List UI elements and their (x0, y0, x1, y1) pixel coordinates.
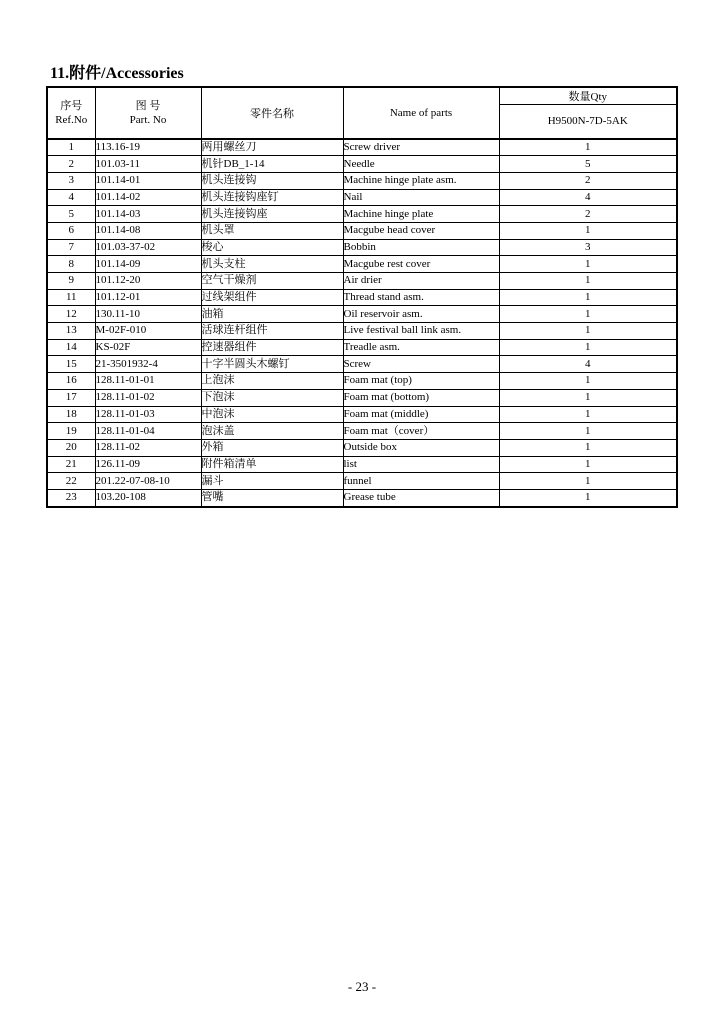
name-cn-cell: 下泡沫 (201, 389, 343, 406)
qty-cell: 1 (499, 473, 677, 490)
qty-cell: 4 (499, 356, 677, 373)
name-cn-cell: 中泡沫 (201, 406, 343, 423)
part-no-cell: 201.22-07-08-10 (95, 473, 201, 490)
ref-no-cell: 7 (47, 239, 95, 256)
part-no-cell: 101.14-08 (95, 222, 201, 239)
table-row (47, 323, 677, 340)
table-row (47, 456, 677, 473)
table-row (47, 423, 677, 440)
name-cn-cell: 管嘴 (201, 489, 343, 506)
name-en-cell: Foam mat (middle) (343, 406, 499, 423)
name-en-cell: Macgube rest cover (343, 256, 499, 273)
name-cn-cell: 机针DB_1-14 (201, 156, 343, 173)
ref-no-cell: 16 (47, 373, 95, 390)
ref-no-header-cn: 序号 (60, 99, 83, 112)
part-no-cell: 126.11-09 (95, 456, 201, 473)
table-row (47, 206, 677, 223)
name-cn-cell: 机头连接钩座 (201, 206, 343, 223)
ref-no-cell: 22 (47, 473, 95, 490)
name-cn-cell: 过线架组件 (201, 289, 343, 306)
name-cn-cell: 机头连接钩座钉 (201, 189, 343, 206)
qty-cell: 1 (499, 256, 677, 273)
name-cn-cell: 活球连杆组件 (201, 323, 343, 340)
name-en-cell: Foam mat (top) (343, 373, 499, 390)
qty-cell: 1 (499, 339, 677, 356)
name-en-cell: Nail (343, 189, 499, 206)
part-no-cell: 101.14-09 (95, 256, 201, 273)
part-no-header-cn: 图 号 (135, 99, 161, 112)
name-en-cell: Grease tube (343, 489, 499, 506)
part-no-cell: 103.20-108 (95, 489, 201, 506)
name-en-cell: Foam mat（cover） (343, 423, 499, 440)
name-en-cell: Screw driver (343, 139, 499, 156)
table-row (47, 389, 677, 406)
qty-cell: 2 (499, 206, 677, 223)
page-number: - 23 - (347, 979, 377, 994)
ref-no-cell: 4 (47, 189, 95, 206)
name-en-cell: Foam mat (bottom) (343, 389, 499, 406)
part-no-cell: 101.03-11 (95, 156, 201, 173)
qty-cell: 2 (499, 172, 677, 189)
name-cn-cell: 控速器组件 (201, 339, 343, 356)
section-title: 11.附件/Accessories (50, 65, 184, 82)
model-header: H9500N-7D-5AK (499, 105, 677, 139)
name-cn-cell: 泡沫盖 (201, 423, 343, 440)
table-row (47, 489, 677, 506)
part-no-cell: 128.11-01-03 (95, 406, 201, 423)
part-no-cell: 101.14-03 (95, 206, 201, 223)
table-row (47, 222, 677, 239)
part-no-header (95, 87, 201, 139)
name-en-cell: Bobbin (343, 239, 499, 256)
ref-no-cell: 18 (47, 406, 95, 423)
qty-cell: 1 (499, 373, 677, 390)
name-en-cell: Thread stand asm. (343, 289, 499, 306)
qty-cell: 1 (499, 306, 677, 323)
part-no-cell: 101.14-02 (95, 189, 201, 206)
table-row (47, 306, 677, 323)
name-cn-cell: 梭心 (201, 239, 343, 256)
ref-no-cell: 1 (47, 139, 95, 156)
part-no-cell: 113.16-19 (95, 139, 201, 156)
name-cn-cell: 十字半圆头木螺钉 (201, 356, 343, 373)
qty-cell: 1 (499, 456, 677, 473)
qty-cell: 3 (499, 239, 677, 256)
ref-no-cell: 2 (47, 156, 95, 173)
qty-cell: 1 (499, 439, 677, 456)
name-en-cell: Live festival ball link asm. (343, 323, 499, 340)
name-en-cell: Machine hinge plate (343, 206, 499, 223)
part-no-cell: 21-3501932-4 (95, 356, 201, 373)
name-en-cell: Macgube head cover (343, 222, 499, 239)
name-cn-cell: 机头罩 (201, 222, 343, 239)
name-en-cell: Oil reservoir asm. (343, 306, 499, 323)
name-en-cell: funnel (343, 473, 499, 490)
part-no-cell: 101.14-01 (95, 172, 201, 189)
part-no-cell: 128.11-01-02 (95, 389, 201, 406)
ref-no-cell: 11 (47, 289, 95, 306)
name-cn-cell: 机头连接钩 (201, 172, 343, 189)
table-row (47, 172, 677, 189)
table-row (47, 139, 677, 156)
name-en-cell: Air drier (343, 273, 499, 290)
ref-no-header-en: Ref.No (55, 113, 88, 126)
name-en-cell: Outside box (343, 439, 499, 456)
name-en-header: Name of parts (343, 87, 499, 139)
table-row (47, 439, 677, 456)
name-cn-cell: 上泡沫 (201, 373, 343, 390)
ref-no-cell: 9 (47, 273, 95, 290)
name-en-cell: Machine hinge plate asm. (343, 172, 499, 189)
ref-no-cell: 14 (47, 339, 95, 356)
name-cn-cell: 油箱 (201, 306, 343, 323)
table-row (47, 373, 677, 390)
table-body (47, 139, 677, 507)
table-row (47, 156, 677, 173)
table-row (47, 289, 677, 306)
qty-cell: 1 (499, 423, 677, 440)
name-cn-cell: 附件箱清单 (201, 456, 343, 473)
ref-no-cell: 3 (47, 172, 95, 189)
part-no-cell: 128.11-02 (95, 439, 201, 456)
table-row (47, 273, 677, 290)
name-en-cell: list (343, 456, 499, 473)
table-row (47, 239, 677, 256)
name-cn-cell: 空气干燥剂 (201, 273, 343, 290)
table-row (47, 406, 677, 423)
part-no-cell: 101.03-37-02 (95, 239, 201, 256)
name-cn-cell: 外箱 (201, 439, 343, 456)
qty-cell: 1 (499, 389, 677, 406)
name-cn-header: 零件名称 (201, 87, 343, 139)
qty-cell: 1 (499, 323, 677, 340)
ref-no-cell: 21 (47, 456, 95, 473)
ref-no-cell: 8 (47, 256, 95, 273)
part-no-cell: 128.11-01-04 (95, 423, 201, 440)
qty-group-header: 数量Qty (499, 87, 677, 105)
qty-cell: 1 (499, 406, 677, 423)
table-row (47, 256, 677, 273)
ref-no-cell: 20 (47, 439, 95, 456)
ref-no-cell: 12 (47, 306, 95, 323)
ref-no-cell: 19 (47, 423, 95, 440)
name-en-cell: Screw (343, 356, 499, 373)
qty-cell: 1 (499, 273, 677, 290)
ref-no-cell: 17 (47, 389, 95, 406)
ref-no-cell: 15 (47, 356, 95, 373)
qty-cell: 5 (499, 156, 677, 173)
name-en-cell: Treadle asm. (343, 339, 499, 356)
table-row (47, 473, 677, 490)
ref-no-header (47, 87, 95, 139)
qty-cell: 1 (499, 139, 677, 156)
name-en-cell: Needle (343, 156, 499, 173)
ref-no-cell: 6 (47, 222, 95, 239)
part-no-cell: 128.11-01-01 (95, 373, 201, 390)
table-header (47, 87, 677, 139)
part-no-cell: 130.11-10 (95, 306, 201, 323)
name-cn-cell: 两用螺丝刀 (201, 139, 343, 156)
table-row (47, 339, 677, 356)
table-row (47, 189, 677, 206)
part-no-cell: 101.12-01 (95, 289, 201, 306)
ref-no-cell: 13 (47, 323, 95, 340)
part-no-cell: KS-02F (95, 339, 201, 356)
name-cn-cell: 机头支柱 (201, 256, 343, 273)
ref-no-cell: 23 (47, 489, 95, 506)
part-no-cell: M-02F-010 (95, 323, 201, 340)
qty-cell: 4 (499, 189, 677, 206)
name-cn-cell: 漏斗 (201, 473, 343, 490)
qty-cell: 1 (499, 289, 677, 306)
qty-cell: 1 (499, 489, 677, 506)
part-no-header-en: Part. No (129, 113, 167, 126)
qty-cell: 1 (499, 222, 677, 239)
part-no-cell: 101.12-20 (95, 273, 201, 290)
table-row (47, 356, 677, 373)
accessories-table (46, 86, 678, 508)
ref-no-cell: 5 (47, 206, 95, 223)
